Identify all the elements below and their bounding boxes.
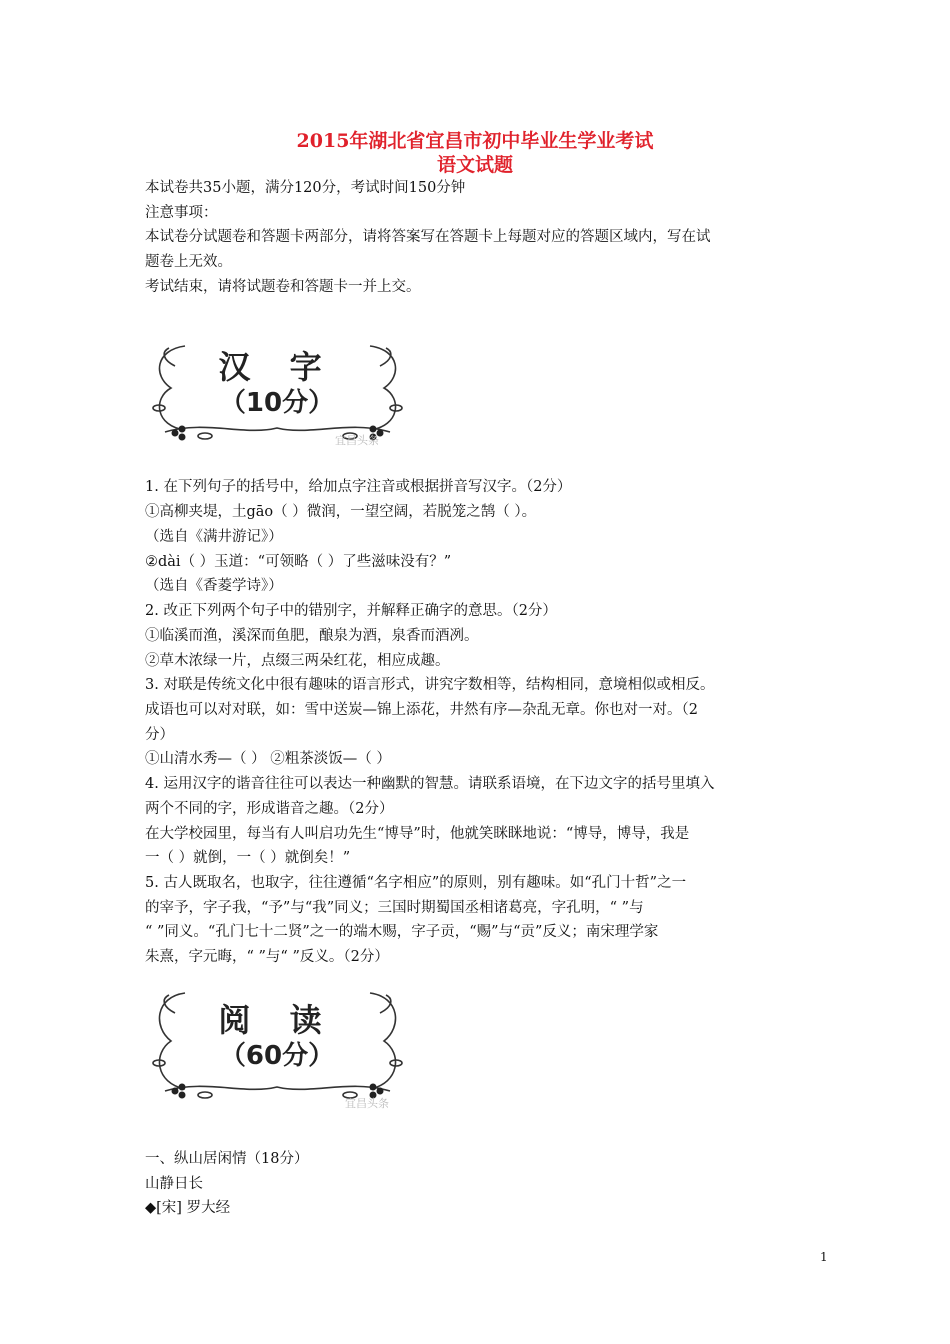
question-line: 2. 改正下列两个句子中的错别字，并解释正确字的意思。（2分） bbox=[145, 603, 557, 619]
section-banner-hanzi bbox=[145, 336, 410, 448]
question-line: 3. 对联是传统文化中很有趣味的语言形式，讲究字数相等，结构相同，意境相似或相反。 bbox=[145, 677, 715, 693]
question-line: 在大学校园里，每当有人叫启功先生“博导”时，他就笑眯眯地说：“博导，博导，我是 bbox=[145, 826, 690, 842]
intro-line: 考试结束，请将试题卷和答题卡一并上交。 bbox=[145, 279, 421, 295]
banner-label bbox=[197, 340, 357, 416]
intro-line: 本试卷共35小题，满分120分，考试时间150分钟 bbox=[145, 180, 466, 196]
question-line: ①山清水秀—（ ） ②粗茶淡饭—（ ） bbox=[145, 751, 391, 767]
question-line: （选自《满井游记》） bbox=[145, 529, 283, 545]
page-number: 1 bbox=[820, 1250, 828, 1264]
question-line: 4. 运用汉字的谐音往往可以表达一种幽默的智慧。请联系语境，在下边文字的括号里填入 bbox=[145, 776, 715, 792]
intro-line: 注意事项： bbox=[145, 205, 218, 221]
document-title: 2015年湖北省宜昌市初中毕业生学业考试 bbox=[296, 130, 654, 152]
watermark-text: 宜昌头条 bbox=[345, 1097, 389, 1110]
question-line: （选自《香菱学诗》） bbox=[145, 578, 283, 594]
section-heading: 一、纵山居闲情（18分） bbox=[145, 1151, 309, 1167]
question-line: ②dài（ ）玉道：“可领略（ ）了些滋味没有？” bbox=[145, 554, 452, 570]
section-banner-yuedu bbox=[145, 983, 410, 1110]
question-line: 分） bbox=[145, 727, 174, 743]
question-line: 1. 在下列句子的括号中，给加点字注音或根据拼音写汉字。（2分） bbox=[145, 479, 572, 495]
question-line: 的宰予，字子我，“予”与“我”同义；三国时期蜀国丞相诸葛亮，字孔明，“ ”与 bbox=[145, 900, 644, 916]
poem-author: ◆[宋] 罗大经 bbox=[145, 1200, 231, 1216]
banner-heading: 阅 读 bbox=[218, 1001, 336, 1039]
banner-score: （60分） bbox=[219, 1041, 335, 1071]
question-line: “ ”同义。“孔门七十二贤”之一的端木赐，字子贡，“赐”与“贡”反义；南宋理学家 bbox=[145, 924, 659, 940]
banner-label bbox=[197, 993, 357, 1069]
intro-line: 本试卷分试题卷和答题卡两部分，请将答案写在答题卡上每题对应的答题区域内，写在试 bbox=[145, 229, 711, 245]
question-line: 成语也可以对对联，如：雪中送炭—锦上添花，井然有序—杂乱无章。你也对一对。（2 bbox=[145, 702, 698, 718]
question-line: ①临溪而渔，溪深而鱼肥，酿泉为酒，泉香而酒冽。 bbox=[145, 628, 479, 644]
question-line: 5. 古人既取名，也取字，往往遵循“名字相应”的原则，别有趣味。如“孔门十哲”之一 bbox=[145, 875, 687, 891]
question-line: ①高柳夹堤，土gāo（ ）微润，一望空阔，若脱笼之鹄（ ）。 bbox=[145, 504, 537, 520]
watermark-text: 宜昌头条 bbox=[335, 434, 379, 447]
question-line: ②草木浓绿一片，点缀三两朵红花，相应成趣。 bbox=[145, 653, 450, 669]
question-line: 两个不同的字，形成谐音之趣。（2分） bbox=[145, 801, 394, 817]
banner-heading: 汉 字 bbox=[218, 348, 336, 386]
question-line: 一（ ）就倒，一（ ）就倒矣！” bbox=[145, 850, 351, 866]
poem-title: 山静日长 bbox=[145, 1176, 203, 1192]
intro-line: 题卷上无效。 bbox=[145, 254, 232, 270]
question-line: 朱熹，字元晦，“ ”与“ ”反义。（2分） bbox=[145, 949, 389, 965]
banner-score: （10分） bbox=[219, 388, 335, 418]
document-subtitle: 语文试题 bbox=[436, 154, 513, 176]
